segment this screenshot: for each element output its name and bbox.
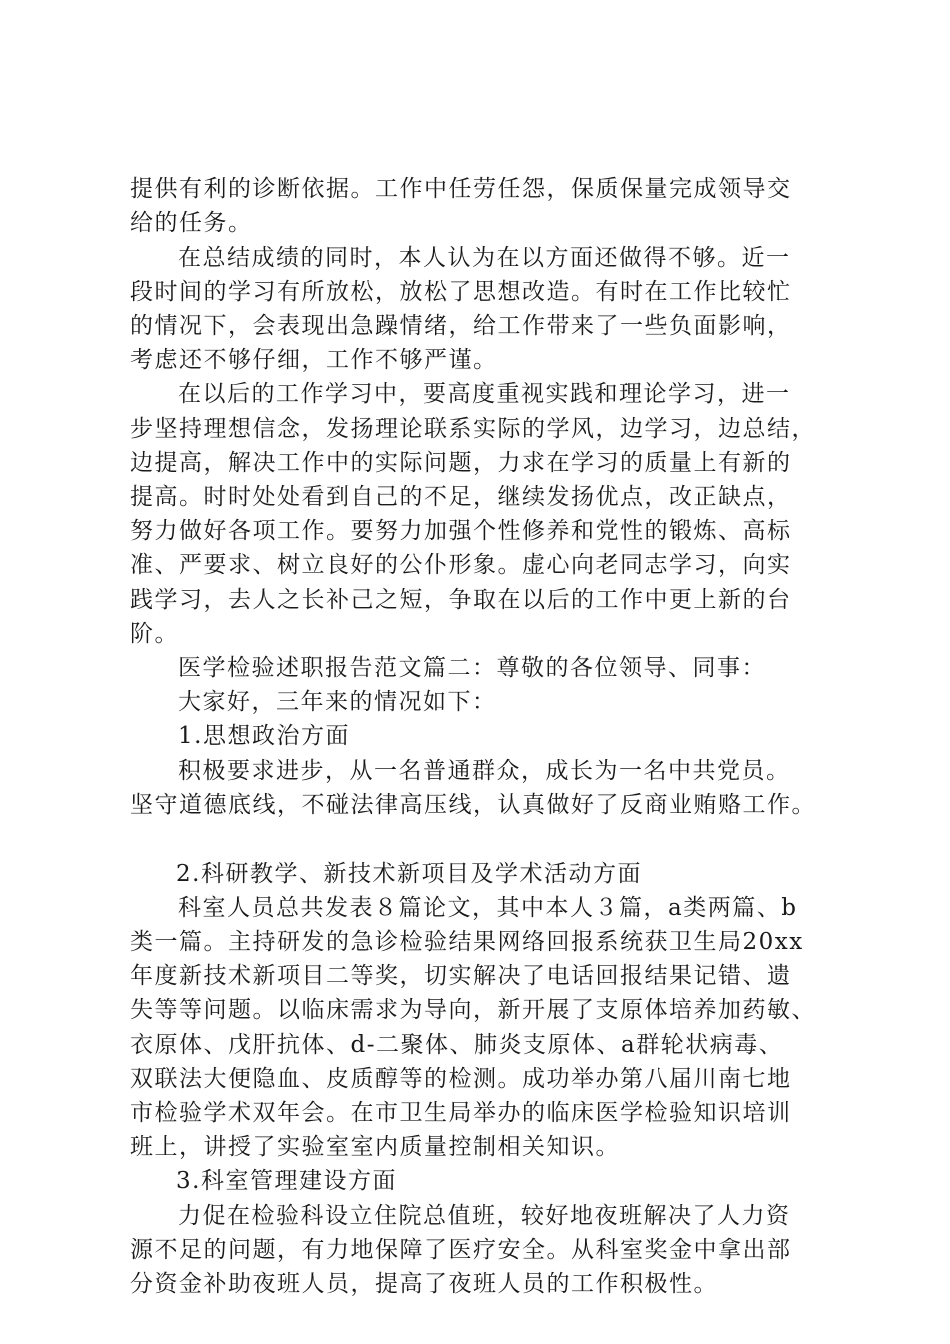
- body-text-line: 给的任务。: [130, 210, 253, 236]
- body-text-line: 的情况下，会表现出急躁情绪，给工作带来了一些负面影响，: [130, 313, 792, 339]
- body-text-line: 积极要求进步，从一名普通群众，成长为一名中共党员。: [178, 758, 791, 784]
- body-text-line: 坚守道德底线，不碰法律高压线，认真做好了反商业贿赂工作。: [130, 792, 816, 818]
- body-text-line: 准、严要求、树立良好的公仆形象。虚心向老同志学习，向实: [130, 552, 792, 578]
- body-text-line: 大家好，三年来的情况如下：: [178, 689, 497, 715]
- body-text-line: 班上，讲授了实验室室内质量控制相关知识。: [130, 1134, 620, 1160]
- body-text-line: 考虑还不够仔细，工作不够严谨。: [130, 347, 498, 373]
- body-text-line: 失等等问题。以临床需求为导向，新开展了支原体培养加药敏、: [130, 997, 816, 1023]
- section-heading: 2.科研教学、新技术新项目及学术活动方面: [176, 861, 642, 887]
- body-text-line: 在以后的工作学习中，要高度重视实践和理论学习，进一: [178, 381, 791, 407]
- body-text-line: 在总结成绩的同时，本人认为在以方面还做得不够。近一: [178, 245, 791, 271]
- body-text-line: 提高。时时处处看到自己的不足，继续发扬优点，改正缺点，: [130, 484, 792, 510]
- section-heading: 1.思想政治方面: [178, 723, 350, 749]
- body-text-line: 力促在检验科设立住院总值班，较好地夜班解决了人力资: [178, 1203, 791, 1229]
- body-text-line: 段时间的学习有所放松，放松了思想改造。有时在工作比较忙: [130, 279, 792, 305]
- body-text-line: 边提高，解决工作中的实际问题，力求在学习的质量上有新的: [130, 450, 792, 476]
- body-text-line: 双联法大便隐血、皮质醇等的检测。成功举办第八届川南七地: [130, 1066, 792, 1092]
- body-text-line: 市检验学术双年会。在市卫生局举办的临床医学检验知识培训: [130, 1100, 792, 1126]
- body-text-line: 步坚持理想信念，发扬理论联系实际的学风，边学习，边总结，: [130, 416, 816, 442]
- section-title-line: 医学检验述职报告范文篇二：尊敬的各位领导、同事：: [178, 655, 766, 681]
- section-heading: 3.科室管理建设方面: [176, 1168, 397, 1194]
- body-text-line: 践学习，去人之长补己之短，争取在以后的工作中更上新的台: [130, 587, 792, 613]
- body-text-line: 源不足的问题，有力地保障了医疗安全。从科室奖金中拿出部: [130, 1237, 792, 1263]
- body-text-line: 衣原体、戊肝抗体、d-二聚体、肺炎支原体、a群轮状病毒、: [130, 1032, 784, 1058]
- body-text-line: 努力做好各项工作。要努力加强个性修养和党性的锻炼、高标: [130, 518, 792, 544]
- body-text-line: 年度新技术新项目二等奖，切实解决了电话回报结果记错、遗: [130, 963, 792, 989]
- body-text-line: 类一篇。主持研发的急诊检验结果网络回报系统获卫生局20xx: [130, 929, 804, 955]
- body-text-line: 分资金补助夜班人员，提高了夜班人员的工作积极性。: [130, 1271, 718, 1297]
- body-text-line: 科室人员总共发表８篇论文，其中本人３篇，a类两篇、b: [178, 895, 798, 921]
- body-text-line: 提供有利的诊断依据。工作中任劳任怨，保质保量完成领导交: [130, 176, 792, 202]
- body-text-line: 阶。: [130, 621, 179, 647]
